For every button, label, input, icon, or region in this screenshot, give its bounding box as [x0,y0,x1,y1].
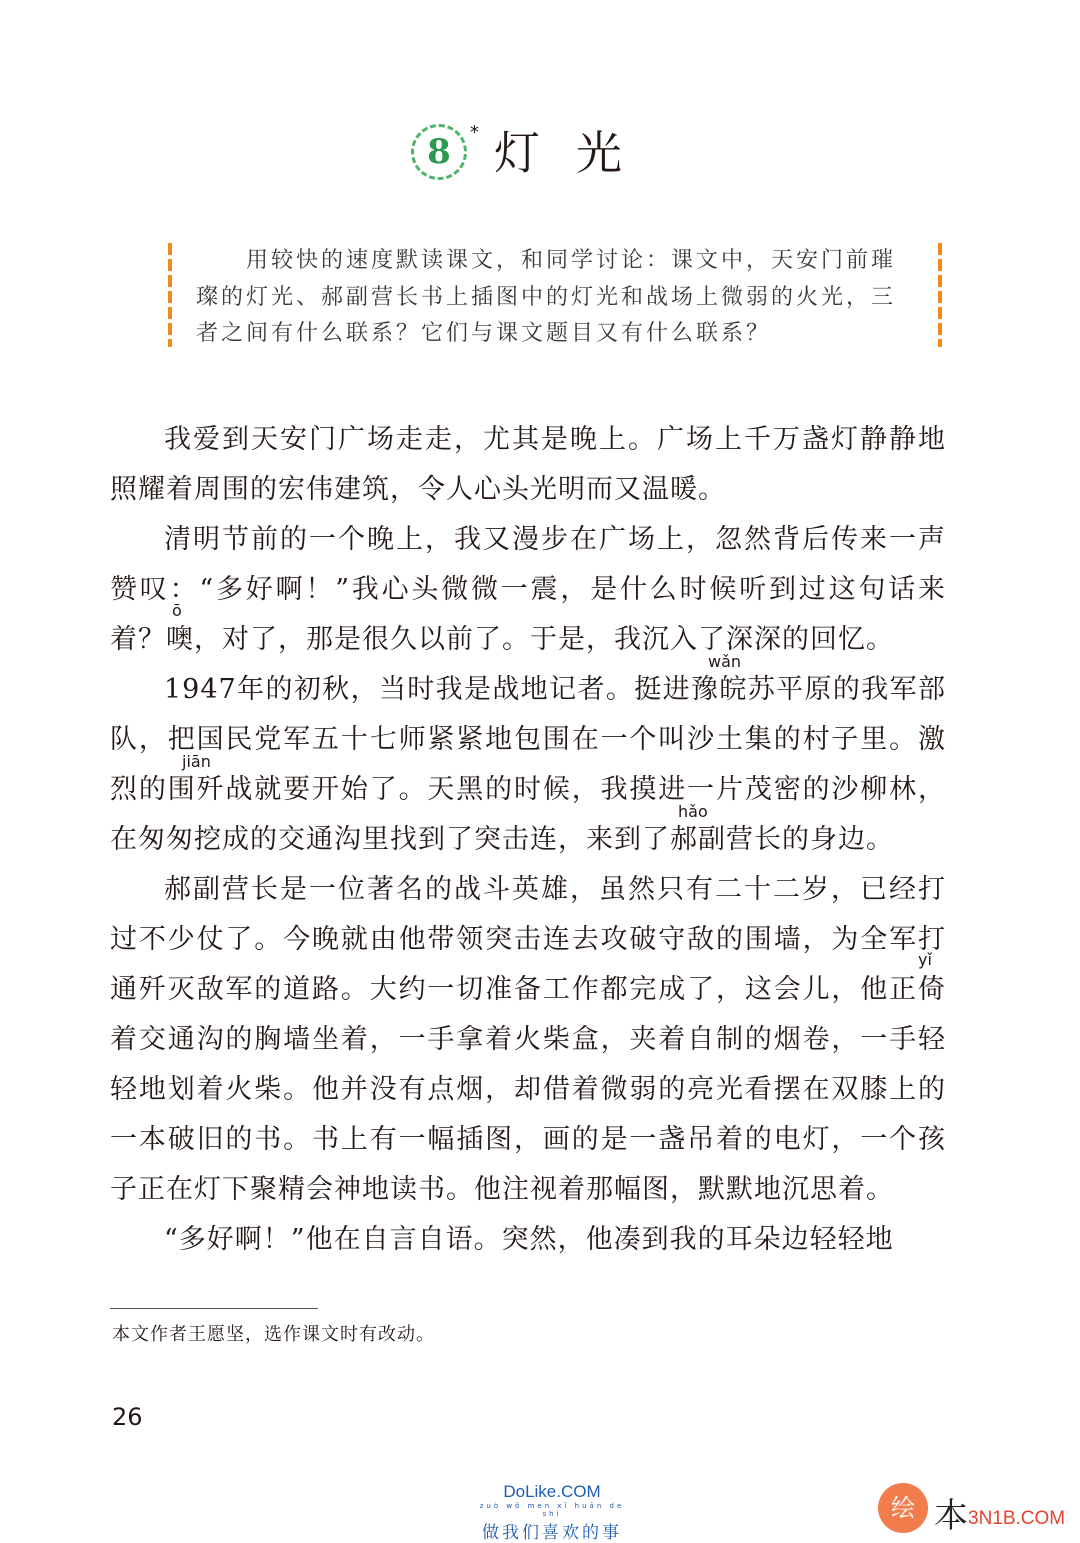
page-number: 26 [112,1403,143,1431]
prompt-bar-left [168,243,172,347]
site-logo-domain: 3N1B.COM [968,1508,1066,1529]
pinyin-annotation: ō [172,601,182,620]
watermark-slogan: 做我们喜欢的事 [482,1523,622,1543]
pinyin-annotation: hǎo [678,802,708,821]
optional-lesson-mark: * [470,122,479,143]
prompt-text: 用较快的速度默读课文，和同学讨论：课文中，天安门前璀璨的灯光、郝副营长书上插图中的灯光和战场上微弱的火光，三者之间有什么联系？它们与课文题目又有什么联系？ [196,248,897,346]
site-logo-char: 本 [934,1496,968,1536]
pinyin-annotation: wǎn [708,652,742,671]
pinyin-annotation: jiān [182,752,211,771]
prompt-bar-right [938,243,942,347]
lesson-number: 8 [420,133,458,171]
lesson-title: 灯光 [494,126,658,180]
footnote-divider [110,1308,318,1309]
pinyin-annotation: yǐ [918,950,932,969]
lesson-header [0,120,1080,190]
watermark-pinyin: zuò wǒ men xǐ huān de shì [479,1502,625,1518]
lesson-body [110,415,946,1265]
paragraph: 清明节前的一个晚上，我又漫步在广场上，忽然背后传来一声赞叹：“多好啊！”我心头微微一震，是什么时候听到过这句话来着？噢，对了，那是很久以前了。于是，我沉入了深深的回忆。 [110,524,946,655]
paragraph: 我爱到天安门广场走走，尤其是晚上。广场上千万盏灯静静地照耀着周围的宏伟建筑，令人心头光明而又温暖。 [110,424,946,505]
site-logo-icon: 绘 [878,1483,928,1533]
reading-prompt [168,243,948,349]
paragraph: 郝副营长是一位著名的战斗英雄，虽然只有二十二岁，已经打过不少仗了。今晚就由他带领突击连去攻破守敌的围墙，为全军打通歼灭敌军的道路。大约一切准备工作都完成了，这会儿，他正倚着交通沟的胸墙坐着，一手拿着火柴盒，夹着自制的烟卷，一手轻轻地划着火柴。他并没有点烟，却借着微弱的亮光看摆在双膝上的一本破旧的书。书上有一幅插图，画的是一盏吊着的电灯，一个孩子正在灯下聚精会神地读书。他注视着那幅图，默默地沉思着。 [110,874,946,1205]
paragraph: “多好啊！”他在自言自语。突然，他凑到我的耳朵边轻轻地 [164,1224,894,1255]
paragraph: 1947年的初秋，当时我是战地记者。挺进豫皖苏平原的我军部队，把国民党军五十七师紧紧地包围在一个叫沙土集的村子里。激烈的围歼战就要开始了。天黑的时候，我摸进一片茂密的沙柳林，在匆匆挖成的交通沟里找到了突击连，来到了郝副营长的身边。 [110,674,946,855]
watermark [472,1482,632,1543]
watermark-brand: DoLike.COM [503,1482,601,1501]
lesson-number-badge [411,124,467,180]
footnote: 本文作者王愿坚，选作课文时有改动。 [112,1324,435,1345]
